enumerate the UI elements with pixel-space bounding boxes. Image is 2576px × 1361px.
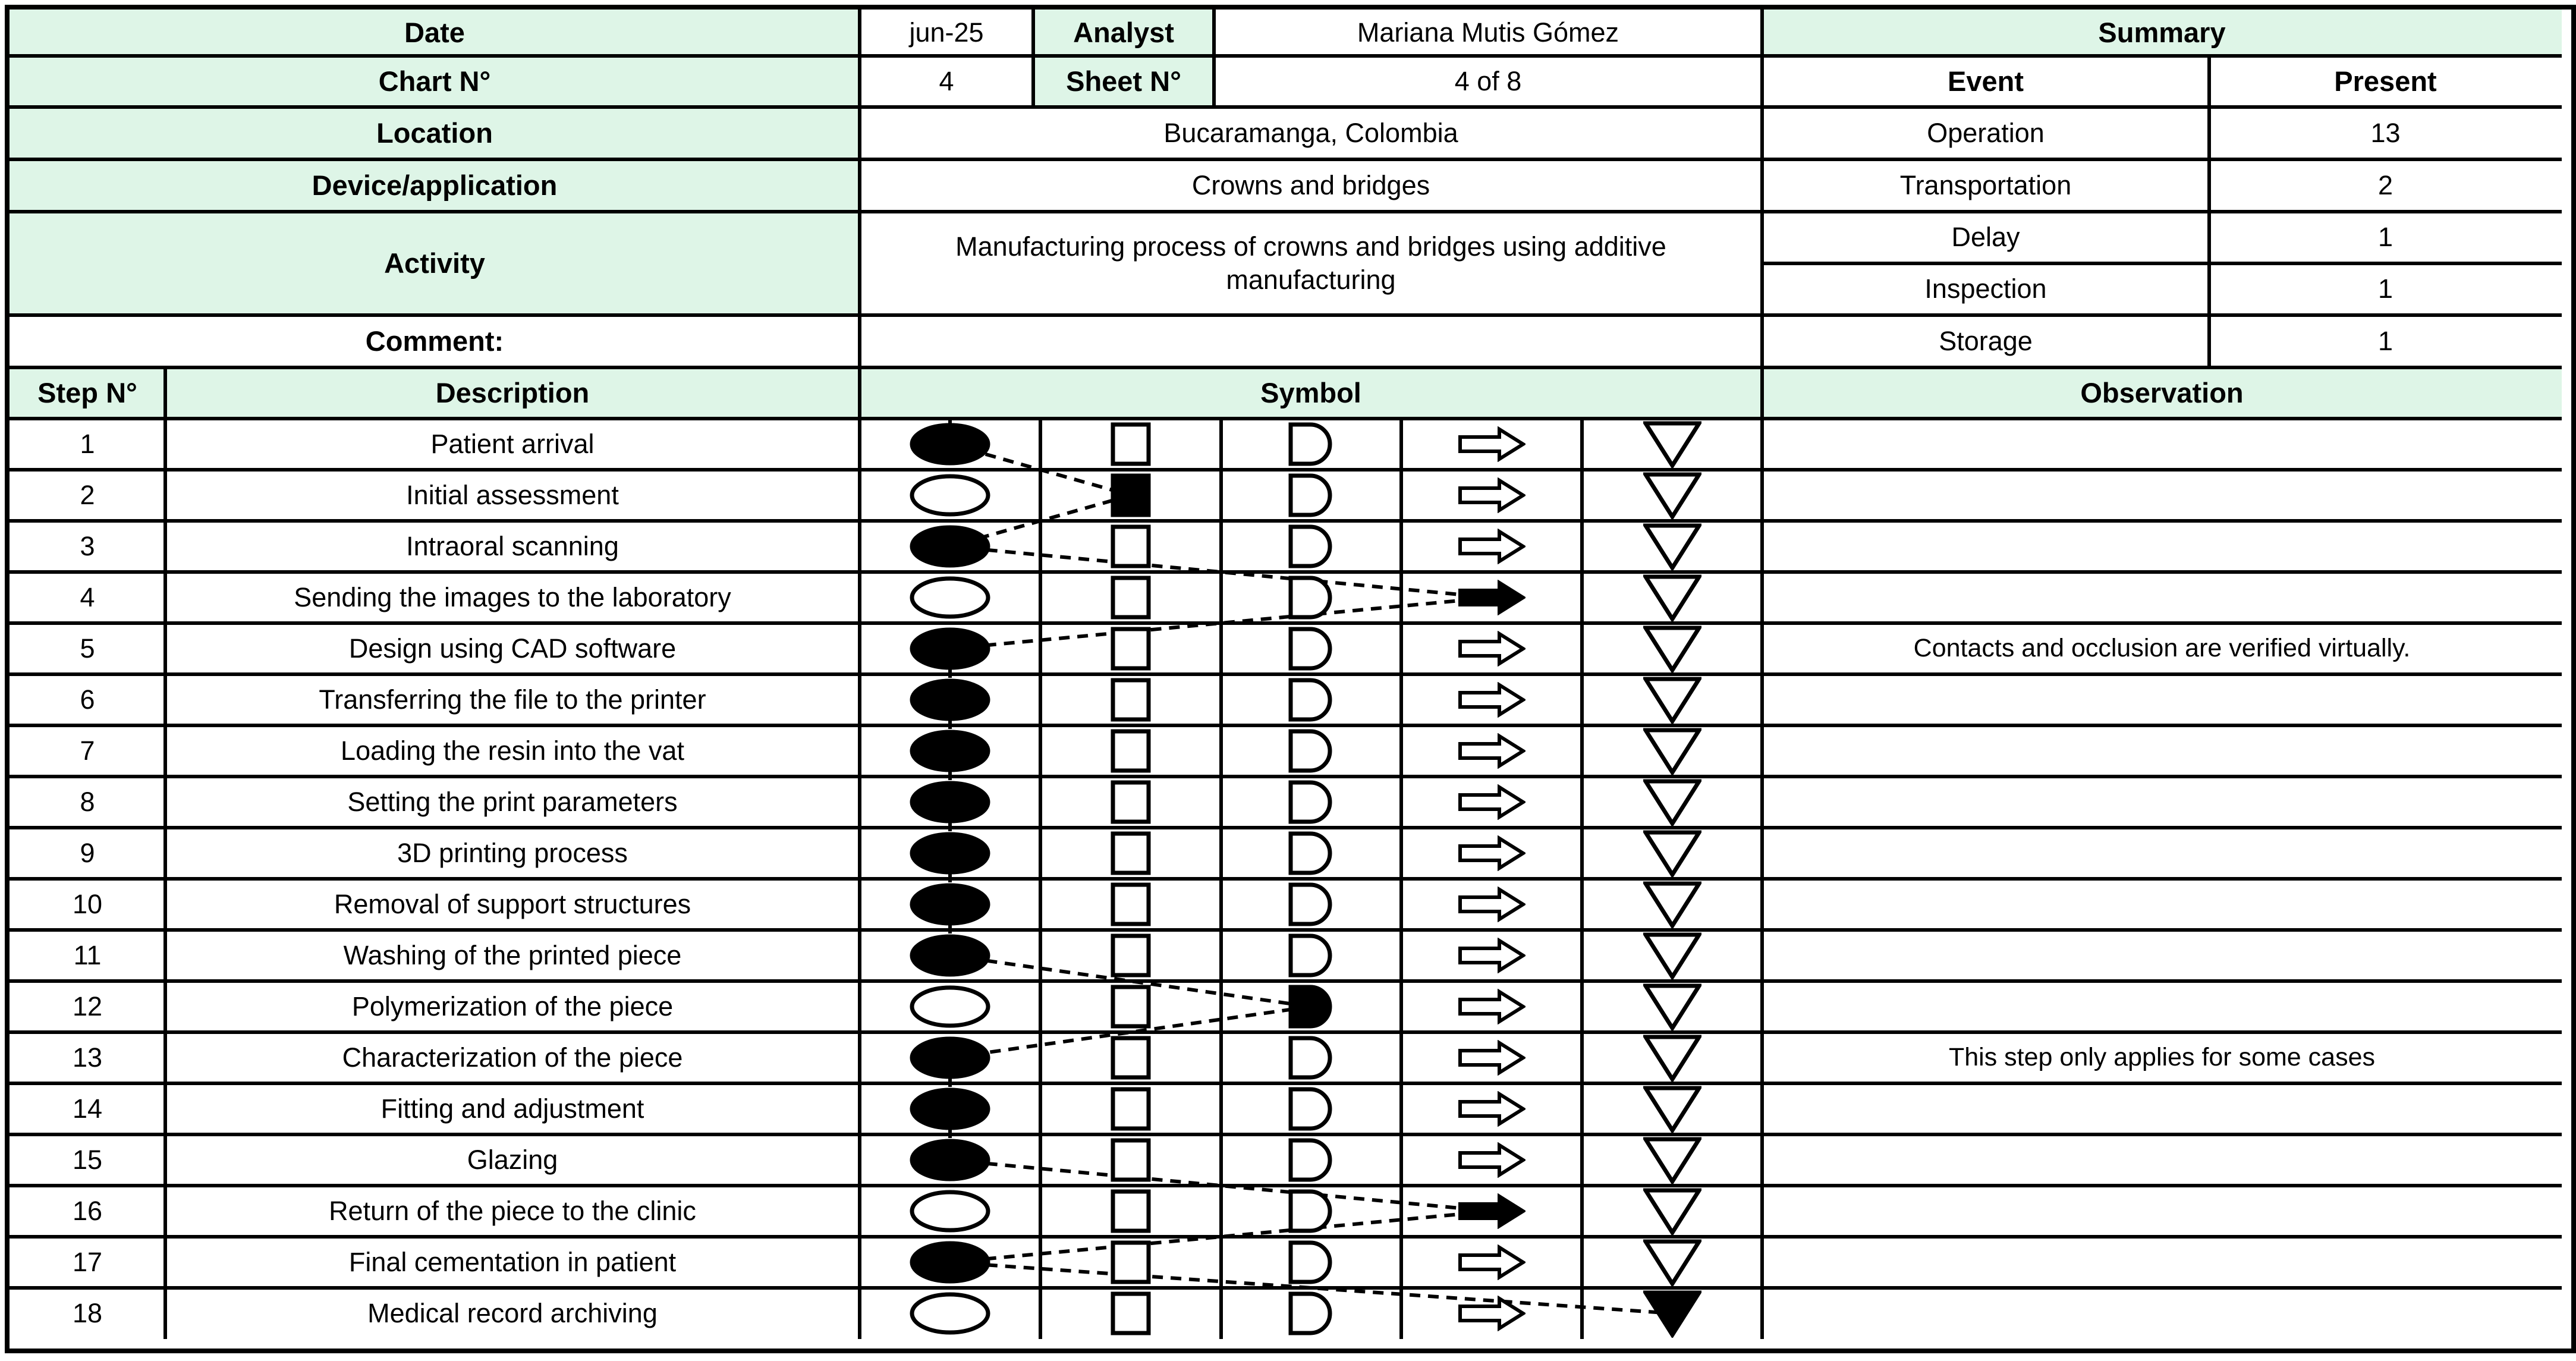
step-description-cell: Return of the piece to the clinic <box>329 1195 696 1226</box>
grid-line <box>10 313 2562 317</box>
step-number-cell: 8 <box>80 786 95 817</box>
step-description-cell: Fitting and adjustment <box>380 1093 644 1124</box>
operation-icon-active <box>909 933 991 977</box>
step-description-cell: Intraoral scanning <box>406 530 619 561</box>
flow-process-chart-sheet <box>5 5 2576 1353</box>
summary-title: Summary <box>1762 10 2562 56</box>
step-number-cell: 16 <box>72 1195 103 1226</box>
transportation-icon <box>1458 529 1526 564</box>
step-description-cell: Transferring the file to the printer <box>319 684 706 715</box>
step-number-cell: 17 <box>72 1246 103 1277</box>
storage-icon <box>1643 573 1701 622</box>
inspection-icon <box>1110 1137 1152 1183</box>
operation-icon-active <box>909 1240 991 1284</box>
grid-line <box>10 1286 2562 1290</box>
inspection-icon <box>1110 984 1152 1029</box>
step-description-cell: Design using CAD software <box>348 633 677 664</box>
inspection-icon <box>1110 1291 1152 1336</box>
observation-column-header: Observation <box>2080 376 2244 408</box>
transportation-icon <box>1458 1296 1526 1331</box>
transportation-icon <box>1458 1091 1526 1127</box>
analyst-value: Mariana Mutis Gómez <box>1357 17 1619 48</box>
operation-icon-active <box>909 1087 991 1131</box>
storage-icon <box>1643 522 1701 571</box>
transportation-icon <box>1458 1040 1526 1076</box>
step-description-cell: Patient arrival <box>430 428 595 459</box>
step-description-cell: Glazing <box>467 1144 558 1175</box>
step-description-cell: Setting the print parameters <box>347 786 678 817</box>
step-observation-cell: Contacts and occlusion are verified virtually. <box>1913 634 2411 663</box>
description-column-header: Description <box>435 376 590 408</box>
grid-line <box>1762 262 2562 265</box>
step-number-cell: 6 <box>80 684 95 715</box>
step-column-header: Step N° <box>37 376 137 408</box>
transportation-icon-active <box>1458 580 1526 615</box>
step-description-cell: Loading the resin into the vat <box>341 735 684 766</box>
analyst-label: Analyst <box>1033 10 1214 56</box>
delay-icon <box>1288 473 1334 518</box>
delay-icon <box>1288 882 1334 927</box>
grid-line <box>10 877 2562 881</box>
grid-line <box>1212 10 1216 107</box>
operation-icon-active <box>909 627 991 671</box>
activity-label: Activity <box>10 212 860 315</box>
step-number-cell: 9 <box>80 837 95 868</box>
storage-icon <box>1643 829 1701 878</box>
grid-line <box>10 1082 2562 1085</box>
inspection-icon <box>1110 831 1152 876</box>
transportation-icon <box>1458 477 1526 513</box>
storage-icon <box>1643 880 1701 929</box>
chart-number-value: 4 <box>939 65 954 96</box>
date-value: jun-25 <box>909 17 984 48</box>
delay-icon <box>1288 1240 1334 1285</box>
storage-icon <box>1643 1033 1701 1082</box>
storage-icon <box>1643 778 1701 826</box>
transportation-icon <box>1458 682 1526 718</box>
step-number-cell: 2 <box>80 479 95 510</box>
delay-icon <box>1288 728 1334 774</box>
grid-line <box>10 1235 2562 1239</box>
inspection-icon <box>1110 1035 1152 1080</box>
step-number-cell: 12 <box>72 991 103 1021</box>
step-description-cell: Washing of the printed piece <box>343 939 682 970</box>
inspection-icon <box>1110 575 1152 620</box>
summary-present-cell: 13 <box>2370 117 2401 148</box>
inspection-icon <box>1110 677 1152 722</box>
step-description-cell: Removal of support structures <box>334 888 691 919</box>
transportation-icon <box>1458 938 1526 973</box>
summary-event-cell: Operation <box>1927 117 2045 148</box>
operation-icon-active <box>909 524 991 568</box>
storage-icon <box>1643 931 1701 980</box>
grid-line <box>10 417 2562 420</box>
storage-icon <box>1643 420 1701 469</box>
storage-icon <box>1643 1085 1701 1133</box>
storage-icon <box>1643 1187 1701 1236</box>
inspection-icon-active <box>1110 473 1152 518</box>
operation-icon-active <box>909 422 991 466</box>
delay-icon <box>1288 933 1334 978</box>
grid-line <box>10 724 2562 727</box>
grid-line <box>10 366 2562 369</box>
summary-event-cell: Delay <box>1951 222 2020 253</box>
grid-line <box>10 1030 2562 1034</box>
delay-icon <box>1288 626 1334 671</box>
operation-icon-active <box>909 729 991 773</box>
inspection-icon <box>1110 779 1152 825</box>
location-value: Bucaramanga, Colombia <box>1163 117 1458 148</box>
inspection-icon <box>1110 1240 1152 1285</box>
operation-icon <box>909 1189 991 1233</box>
grid-line <box>10 621 2562 625</box>
summary-present-cell: 2 <box>2377 169 2393 200</box>
step-number-cell: 15 <box>72 1144 103 1175</box>
step-description-cell: 3D printing process <box>397 837 628 868</box>
summary-event-cell: Inspection <box>1924 274 2047 304</box>
storage-icon <box>1643 471 1701 520</box>
transportation-icon <box>1458 426 1526 462</box>
transportation-icon <box>1458 1244 1526 1280</box>
operation-icon <box>909 985 991 1029</box>
delay-icon <box>1288 422 1334 467</box>
transportation-icon <box>1458 989 1526 1024</box>
transportation-icon <box>1458 887 1526 922</box>
chart-number-label: Chart N° <box>10 56 860 107</box>
grid-line <box>10 826 2562 829</box>
transportation-icon <box>1458 631 1526 667</box>
grid-line <box>10 105 2562 109</box>
device-application-value: Crowns and bridges <box>1191 169 1430 200</box>
inspection-icon <box>1110 882 1152 927</box>
storage-icon <box>1643 1238 1701 1287</box>
grid-line <box>1031 10 1035 107</box>
summary-present-cell: 1 <box>2377 325 2393 356</box>
step-number-cell: 3 <box>80 530 95 561</box>
delay-icon <box>1288 1189 1334 1234</box>
step-description-cell: Medical record archiving <box>367 1297 658 1328</box>
grid-line <box>10 570 2562 574</box>
storage-icon <box>1643 675 1701 724</box>
operation-icon-active <box>909 831 991 875</box>
step-number-cell: 14 <box>72 1093 103 1124</box>
step-number-cell: 4 <box>80 582 95 612</box>
grid-line <box>10 775 2562 778</box>
step-description-cell: Characterization of the piece <box>342 1042 683 1073</box>
summary-event-header: Event <box>1948 65 2024 97</box>
delay-icon <box>1288 1291 1334 1336</box>
grid-line <box>10 928 2562 932</box>
symbol-column-header: Symbol <box>1260 376 1361 408</box>
comment-label: Comment: <box>365 325 504 357</box>
grid-line <box>10 1133 2562 1136</box>
grid-line <box>10 979 2562 983</box>
grid-line <box>10 1184 2562 1187</box>
sheet-number-value: 4 of 8 <box>1454 65 1522 96</box>
inspection-icon <box>1110 728 1152 774</box>
step-description-cell: Polymerization of the piece <box>351 991 674 1021</box>
operation-icon-active <box>909 1138 991 1182</box>
grid-line <box>10 672 2562 676</box>
sheet-number-label: Sheet N° <box>1033 56 1214 107</box>
delay-icon <box>1288 1137 1334 1183</box>
operation-icon-active <box>909 1036 991 1080</box>
step-number-cell: 10 <box>72 888 103 919</box>
step-number-cell: 13 <box>72 1042 103 1073</box>
storage-icon <box>1643 982 1701 1031</box>
grid-line <box>10 519 2562 523</box>
step-number-cell: 1 <box>80 428 95 459</box>
summary-present-cell: 1 <box>2377 222 2393 253</box>
transportation-icon <box>1458 784 1526 820</box>
step-description-cell: Sending the images to the laboratory <box>294 582 731 612</box>
operation-icon-active <box>909 780 991 824</box>
storage-icon <box>1643 1136 1701 1184</box>
operation-icon-active <box>909 882 991 926</box>
step-description-cell: Final cementation in patient <box>348 1246 677 1277</box>
transportation-icon <box>1458 733 1526 769</box>
operation-icon <box>909 473 991 517</box>
summary-event-cell: Storage <box>1939 325 2033 356</box>
step-number-cell: 7 <box>80 735 95 766</box>
inspection-icon <box>1110 1086 1152 1131</box>
step-number-cell: 11 <box>73 939 102 970</box>
grid-line <box>10 54 2562 58</box>
delay-icon <box>1288 524 1334 569</box>
summary-present-cell: 1 <box>2377 274 2393 304</box>
step-observation-cell: This step only applies for some cases <box>1949 1043 2375 1072</box>
inspection-icon <box>1110 626 1152 671</box>
delay-icon <box>1288 831 1334 876</box>
grid-line <box>10 468 2562 472</box>
activity-value-text: Manufacturing process of crowns and bridges using additive manufacturing <box>955 231 1666 295</box>
grid-line <box>10 158 2562 161</box>
inspection-icon <box>1110 1189 1152 1234</box>
operation-icon <box>909 1291 991 1335</box>
summary-present-header: Present <box>2334 65 2437 97</box>
summary-event-cell: Transportation <box>1899 169 2072 200</box>
date-label: Date <box>10 10 860 56</box>
delay-icon <box>1288 575 1334 620</box>
storage-icon-active <box>1643 1289 1701 1338</box>
grid-line <box>10 210 2562 213</box>
inspection-icon <box>1110 422 1152 467</box>
step-description-cell: Initial assessment <box>406 479 619 510</box>
delay-icon <box>1288 779 1334 825</box>
delay-icon-active <box>1288 984 1334 1029</box>
delay-icon <box>1288 677 1334 722</box>
inspection-icon <box>1110 933 1152 978</box>
operation-icon-active <box>909 678 991 722</box>
transportation-icon-active <box>1458 1193 1526 1229</box>
operation-icon <box>909 576 991 620</box>
device-application-label: Device/application <box>10 159 860 212</box>
inspection-icon <box>1110 524 1152 569</box>
grid-line <box>163 367 167 1339</box>
step-number-cell: 18 <box>72 1297 103 1328</box>
transportation-icon <box>1458 835 1526 871</box>
delay-icon <box>1288 1035 1334 1080</box>
location-label: Location <box>10 107 860 159</box>
delay-icon <box>1288 1086 1334 1131</box>
step-number-cell: 5 <box>80 633 95 664</box>
transportation-icon <box>1458 1142 1526 1178</box>
storage-icon <box>1643 727 1701 775</box>
storage-icon <box>1643 624 1701 673</box>
